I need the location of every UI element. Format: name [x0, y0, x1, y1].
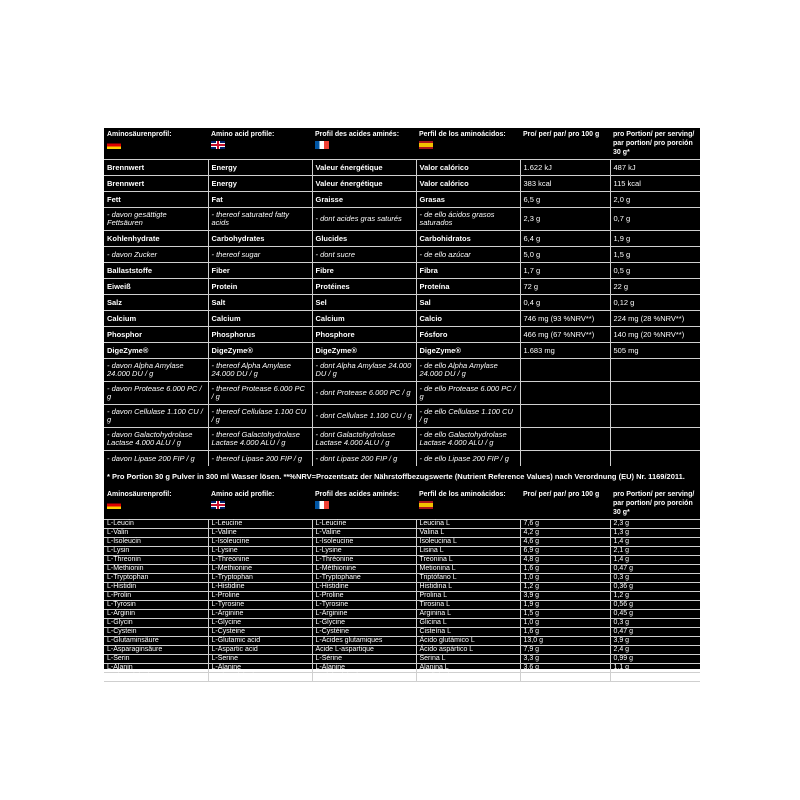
uk-flag-icon	[211, 501, 225, 509]
amino-row-de-cell: L-Arginin	[104, 610, 208, 619]
amino-row-en-cell: L-Tryptophan	[208, 574, 312, 583]
nutrition-row-en-cell: Salt	[208, 295, 312, 311]
amino-row	[104, 520, 700, 529]
amino-row-de-cell: L-Valin	[104, 529, 208, 538]
amino-row-p100-cell: 4,8 g	[520, 556, 610, 565]
amino-row-de-cell: L-Phenylalanin	[104, 673, 208, 682]
nutrition-row-es-cell: - de ello Protease 6.000 PC / g	[416, 382, 520, 405]
nutrition-row-fr-cell: Glucides	[312, 231, 416, 247]
amino-row-en-cell: L-Phenylalanine	[208, 673, 312, 682]
amino-row	[104, 673, 700, 682]
amino-row-de-cell: L-Threonin	[104, 556, 208, 565]
amino-header-per-portion: pro Portion/ per serving/ par portion/ pro porción 30 g*	[613, 491, 695, 516]
nutrition-row-de-cell: DigeZyme®	[104, 343, 208, 359]
amino-row-pp-cell: 1,4 g	[610, 538, 700, 547]
amino-row-pp-cell: 0,47 g	[610, 628, 700, 637]
amino-row-en-cell: L-Glycine	[208, 619, 312, 628]
amino-row-fr-cell: L-Sérine	[312, 655, 416, 664]
nutrition-row-en-cell: - thereof saturated fatty acids	[208, 208, 312, 231]
nutrition-row-es-cell: - de ello Alpha Amylase 24.000 DU / g	[416, 359, 520, 382]
amino-row-en-cell: L-Histidine	[208, 583, 312, 592]
header-en-label: Amino acid profile:	[211, 131, 275, 138]
header-es	[416, 128, 520, 160]
nutrition-row	[104, 208, 700, 231]
nutrition-row-fr-cell: Fibre	[312, 263, 416, 279]
nutrition-row-pp-cell: 22 g	[610, 279, 700, 295]
amino-row-p100-cell: 1,6 g	[520, 628, 610, 637]
nutrition-row-en-cell: Phosphorus	[208, 327, 312, 343]
nutrition-row-p100-cell: 6,4 g	[520, 231, 610, 247]
amino-table	[104, 487, 700, 682]
nutrition-row-en-cell: Fiber	[208, 263, 312, 279]
amino-row-de-cell: L-Tyrosin	[104, 601, 208, 610]
amino-row	[104, 592, 700, 601]
nutrition-row-en-cell: Energy	[208, 160, 312, 176]
amino-row-pp-cell: 0,36 g	[610, 583, 700, 592]
amino-row	[104, 601, 700, 610]
amino-row-es-cell: Ácido aspártico L	[416, 646, 520, 655]
nutrition-row	[104, 327, 700, 343]
amino-row-p100-cell: 1,0 g	[520, 574, 610, 583]
amino-row	[104, 538, 700, 547]
nutrition-row-pp-cell: 1,9 g	[610, 231, 700, 247]
amino-row-es-cell: Histidina L	[416, 583, 520, 592]
amino-row	[104, 655, 700, 664]
amino-row	[104, 610, 700, 619]
amino-header-de-label: Aminosäurenprofil:	[107, 491, 172, 498]
nutrition-row-fr-cell: Valeur énergétique	[312, 176, 416, 192]
nutrition-row-de-cell: - davon Protease 6.000 PC / g	[104, 382, 208, 405]
amino-row-pp-cell: 2,1 g	[610, 547, 700, 556]
nutrition-row-de-cell: Eiweiß	[104, 279, 208, 295]
nutrition-row-fr-cell: - dont Galactohydrolase Lactase 4.000 ALU / g	[312, 428, 416, 451]
nutrition-row-p100-cell: 6,5 g	[520, 192, 610, 208]
amino-row-p100-cell: 7,6 g	[520, 520, 610, 529]
amino-row-fr-cell: L-Alanine	[312, 664, 416, 673]
nutrition-row-es-cell: Fósforo	[416, 327, 520, 343]
german-flag-icon	[107, 501, 121, 509]
amino-row	[104, 628, 700, 637]
amino-row-es-cell: Metionina L	[416, 565, 520, 574]
nutrition-row-pp-cell	[610, 451, 700, 467]
amino-row	[104, 574, 700, 583]
nutrition-table-body	[104, 160, 700, 467]
nutrition-row-p100-cell	[520, 382, 610, 405]
amino-row-pp-cell: 3,9 g	[610, 637, 700, 646]
amino-row-en-cell: L-Serine	[208, 655, 312, 664]
nutrition-row	[104, 451, 700, 467]
nutrition-row-pp-cell: 224 mg (28 %NRV**)	[610, 311, 700, 327]
nutrition-row-de-cell: Salz	[104, 295, 208, 311]
nutrition-row-fr-cell: - dont acides gras saturés	[312, 208, 416, 231]
amino-header-row	[104, 487, 700, 520]
amino-header-es	[416, 487, 520, 520]
amino-row-es-cell: Serina L	[416, 655, 520, 664]
amino-row-p100-cell: 1,5 g	[520, 610, 610, 619]
amino-row-de-cell: L-Lysin	[104, 547, 208, 556]
nutrition-row-es-cell: - de ello ácidos grasos saturados	[416, 208, 520, 231]
amino-row-es-cell: Fenilalanina L	[416, 673, 520, 682]
nutrition-row-pp-cell	[610, 405, 700, 428]
nutrition-row-p100-cell: 1,7 g	[520, 263, 610, 279]
amino-row-de-cell: L-Prolin	[104, 592, 208, 601]
nutrition-row	[104, 311, 700, 327]
nutrition-row-fr-cell: Phosphore	[312, 327, 416, 343]
amino-row-en-cell: L-Lysine	[208, 547, 312, 556]
nutrition-row	[104, 263, 700, 279]
amino-table-body	[104, 520, 700, 682]
header-fr	[312, 128, 416, 160]
german-flag-icon	[107, 141, 121, 149]
nutrition-row-fr-cell: - dont sucre	[312, 247, 416, 263]
header-per100: Pro/ per/ par/ pro 100 g	[523, 131, 600, 138]
amino-row-de-cell: L-Serin	[104, 655, 208, 664]
nutrition-row-pp-cell: 115 kcal	[610, 176, 700, 192]
nutrition-row	[104, 231, 700, 247]
amino-row-p100-cell: 3,3 g	[520, 655, 610, 664]
nutrition-row-de-cell: Calcium	[104, 311, 208, 327]
header-de	[104, 128, 208, 160]
amino-row	[104, 664, 700, 673]
amino-row-fr-cell: L-Tyrosine	[312, 601, 416, 610]
nutrition-row	[104, 405, 700, 428]
nutrition-row-pp-cell: 505 mg	[610, 343, 700, 359]
nutrition-row-es-cell: - de ello Lipase 200 FIP / g	[416, 451, 520, 467]
nutrition-row-en-cell: - thereof sugar	[208, 247, 312, 263]
nutrition-row-pp-cell: 140 mg (20 %NRV**)	[610, 327, 700, 343]
amino-row-es-cell: Glicina L	[416, 619, 520, 628]
amino-row-pp-cell: 2,3 g	[610, 520, 700, 529]
amino-row-fr-cell: L-Phénylalanine	[312, 673, 416, 682]
amino-row-fr-cell: L-Isoleucine	[312, 538, 416, 547]
amino-row-p100-cell: 4,2 g	[520, 529, 610, 538]
nutrition-row-fr-cell: - dont Protease 6.000 PC / g	[312, 382, 416, 405]
amino-row	[104, 637, 700, 646]
nutrition-row-es-cell: Valor calórico	[416, 176, 520, 192]
nutrition-row-es-cell: - de ello Galactohydrolase Lactase 4.000 ALU / g	[416, 428, 520, 451]
nutrition-row-fr-cell: Protéines	[312, 279, 416, 295]
nutrition-row-pp-cell: 0,12 g	[610, 295, 700, 311]
nutrition-row-fr-cell: DigeZyme®	[312, 343, 416, 359]
amino-row-p100-cell: 6,9 g	[520, 547, 610, 556]
amino-row-en-cell: L-Proline	[208, 592, 312, 601]
amino-row-de-cell: L-Asparaginsäure	[104, 646, 208, 655]
amino-header-de	[104, 487, 208, 520]
nutrition-row-p100-cell: 1.683 mg	[520, 343, 610, 359]
amino-header-es-label: Perfil de los aminoácidos:	[419, 491, 506, 498]
amino-row-p100-cell: 13,0 g	[520, 637, 610, 646]
amino-row-fr-cell: Acide L-aspartique	[312, 646, 416, 655]
nutrition-row	[104, 176, 700, 192]
nutrition-row-p100-cell	[520, 405, 610, 428]
nutrition-row-en-cell: Protein	[208, 279, 312, 295]
nutrition-row-en-cell: - thereof Lipase 200 FIP / g	[208, 451, 312, 467]
amino-row	[104, 529, 700, 538]
nutrition-row-fr-cell: - dont Lipase 200 FIP / g	[312, 451, 416, 467]
nutrition-row-fr-cell: - dont Cellulase 1.100 CU / g	[312, 405, 416, 428]
amino-row-de-cell: L-Methionin	[104, 565, 208, 574]
nutrition-row-p100-cell: 72 g	[520, 279, 610, 295]
amino-row-es-cell: Leucina L	[416, 520, 520, 529]
amino-row-p100-cell: 1,9 g	[520, 601, 610, 610]
nutrition-row-p100-cell: 0,4 g	[520, 295, 610, 311]
nutrition-row	[104, 343, 700, 359]
nutrition-row-pp-cell: 487 kJ	[610, 160, 700, 176]
amino-row-es-cell: Triptófano L	[416, 574, 520, 583]
nutrition-row-es-cell: - de ello azúcar	[416, 247, 520, 263]
amino-row-es-cell: Lisina L	[416, 547, 520, 556]
nutrition-row-pp-cell: 2,0 g	[610, 192, 700, 208]
nutrition-row-es-cell: Proteína	[416, 279, 520, 295]
amino-row-en-cell: L-Threonine	[208, 556, 312, 565]
nutrition-row-es-cell: Fibra	[416, 263, 520, 279]
nutrition-row	[104, 192, 700, 208]
nutrition-row-en-cell: Calcium	[208, 311, 312, 327]
amino-row	[104, 565, 700, 574]
nutrition-row-p100-cell	[520, 428, 610, 451]
amino-row	[104, 646, 700, 655]
amino-row-de-cell: L-Histidin	[104, 583, 208, 592]
amino-row-p100-cell: 2,1 g	[520, 673, 610, 682]
nutrition-row-de-cell: Brennwert	[104, 176, 208, 192]
nutrition-row	[104, 279, 700, 295]
nutrition-row-en-cell: - thereof Protease 6.000 PC / g	[208, 382, 312, 405]
nutrition-row-de-cell: Fett	[104, 192, 208, 208]
nutrition-row	[104, 428, 700, 451]
amino-row-de-cell: L-Tryptophan	[104, 574, 208, 583]
nutrition-row-pp-cell: 0,7 g	[610, 208, 700, 231]
nutrition-row-p100-cell: 746 mg (93 %NRV**)	[520, 311, 610, 327]
nutrition-row-de-cell: - davon Alpha Amylase 24.000 DU / g	[104, 359, 208, 382]
french-flag-icon	[315, 501, 329, 509]
nutrition-row-p100-cell: 1.622 kJ	[520, 160, 610, 176]
amino-header-fr-label: Profil des acides aminés:	[315, 491, 400, 498]
amino-row-fr-cell: L-Leucine	[312, 520, 416, 529]
amino-row-es-cell: Alanina L	[416, 664, 520, 673]
nutrition-row-de-cell: - davon gesättigte Fettsäuren	[104, 208, 208, 231]
nutrition-table	[104, 128, 700, 466]
nutrition-row-de-cell: Ballaststoffe	[104, 263, 208, 279]
amino-row-p100-cell: 3,9 g	[520, 592, 610, 601]
amino-row-de-cell: L-Alanin	[104, 664, 208, 673]
nutrition-row	[104, 382, 700, 405]
amino-row-fr-cell: L-Arginine	[312, 610, 416, 619]
nutrition-row-fr-cell: - dont Alpha Amylase 24.000 DU / g	[312, 359, 416, 382]
amino-row-pp-cell: 0,99 g	[610, 655, 700, 664]
amino-row-fr-cell: L-Acides glutamiques	[312, 637, 416, 646]
nutrition-row-pp-cell	[610, 428, 700, 451]
amino-row-es-cell: Isoleucina L	[416, 538, 520, 547]
amino-row-es-cell: Prolina L	[416, 592, 520, 601]
nutrition-row-es-cell: Carbohidratos	[416, 231, 520, 247]
nutrition-row-de-cell: - davon Zucker	[104, 247, 208, 263]
spanish-flag-icon	[419, 141, 433, 149]
nutrition-row	[104, 295, 700, 311]
amino-row-fr-cell: L-Cystéine	[312, 628, 416, 637]
amino-row-es-cell: Treonina L	[416, 556, 520, 565]
amino-header-en	[208, 487, 312, 520]
amino-row-en-cell: L-Methionine	[208, 565, 312, 574]
nutrition-row-es-cell: Sal	[416, 295, 520, 311]
amino-row-pp-cell: 1,1 g	[610, 664, 700, 673]
amino-row-p100-cell: 7,9 g	[520, 646, 610, 655]
amino-row-pp-cell: 0,3 g	[610, 574, 700, 583]
amino-row-en-cell: L-Tyrosine	[208, 601, 312, 610]
nutrition-row-fr-cell: Valeur énergétique	[312, 160, 416, 176]
french-flag-icon	[315, 141, 329, 149]
nutrition-row-de-cell: Phosphor	[104, 327, 208, 343]
amino-row-p100-cell: 4,6 g	[520, 538, 610, 547]
amino-row-pp-cell: 1,2 g	[610, 592, 700, 601]
amino-row-de-cell: L-Glutaminsäure	[104, 637, 208, 646]
amino-row-en-cell: L-Alanine	[208, 664, 312, 673]
amino-row-de-cell: L-Cystein	[104, 628, 208, 637]
nutrition-row-en-cell: Energy	[208, 176, 312, 192]
nutrition-row-pp-cell	[610, 359, 700, 382]
nutrition-row-p100-cell: 383 kcal	[520, 176, 610, 192]
amino-row-p100-cell: 3,6 g	[520, 664, 610, 673]
nutrition-row-pp-cell: 1,5 g	[610, 247, 700, 263]
nutrition-row-pp-cell: 0,5 g	[610, 263, 700, 279]
amino-row-pp-cell: 2,4 g	[610, 646, 700, 655]
nutrition-row-p100-cell: 5,0 g	[520, 247, 610, 263]
amino-row-de-cell: L-Leucin	[104, 520, 208, 529]
amino-header-per100: Pro/ per/ par/ pro 100 g	[523, 491, 600, 498]
amino-row-en-cell: L-Glutamic acid	[208, 637, 312, 646]
nutrition-row-de-cell: Brennwert	[104, 160, 208, 176]
amino-row-pp-cell: 0,56 g	[610, 601, 700, 610]
amino-row-en-cell: L-Valine	[208, 529, 312, 538]
amino-row	[104, 619, 700, 628]
header-per-portion: pro Portion/ per serving/ par portion/ pro porción 30 g*	[613, 131, 695, 156]
nutrition-row-p100-cell	[520, 359, 610, 382]
amino-row-fr-cell: L-Valine	[312, 529, 416, 538]
amino-row-fr-cell: L-Lysine	[312, 547, 416, 556]
nutrition-row-fr-cell: Graisse	[312, 192, 416, 208]
nutrition-row-es-cell: Grasas	[416, 192, 520, 208]
nutrition-row-de-cell: - davon Galactohydrolase Lactase 4.000 ALU / g	[104, 428, 208, 451]
amino-row	[104, 547, 700, 556]
amino-row-en-cell: L-Leucine	[208, 520, 312, 529]
nutrition-row-en-cell: - thereof Alpha Amylase 24.000 DU / g	[208, 359, 312, 382]
nutrition-row-fr-cell: Calcium	[312, 311, 416, 327]
nutrition-row-p100-cell	[520, 451, 610, 467]
nutrition-row-en-cell: - thereof Galactohydrolase Lactase 4.000 ALU / g	[208, 428, 312, 451]
footnote: * Pro Portion 30 g Pulver in 300 ml Wasser lösen. **%NRV=Prozentsatz der Nährstoffbezugswerte (Nutrient Reference Values) nach Verordnung (EU) Nr. 1169/2011.	[107, 472, 685, 481]
amino-row-fr-cell: L-Glycine	[312, 619, 416, 628]
nutrition-row-es-cell: Calcio	[416, 311, 520, 327]
nutrition-row-de-cell: Kohlenhydrate	[104, 231, 208, 247]
amino-row	[104, 583, 700, 592]
amino-row-fr-cell: L-Histidine	[312, 583, 416, 592]
amino-row-es-cell: Arginina L	[416, 610, 520, 619]
nutrition-row	[104, 247, 700, 263]
nutrition-row	[104, 160, 700, 176]
nutrition-row-en-cell: Carbohydrates	[208, 231, 312, 247]
amino-row-p100-cell: 1,2 g	[520, 583, 610, 592]
amino-row-fr-cell: L-Proline	[312, 592, 416, 601]
nutrition-row-es-cell: - de ello Cellulase 1.100 CU / g	[416, 405, 520, 428]
amino-row-de-cell: L-Glycin	[104, 619, 208, 628]
amino-row-es-cell: Valina L	[416, 529, 520, 538]
header-es-label: Perfil de los aminoácidos:	[419, 131, 506, 138]
uk-flag-icon	[211, 141, 225, 149]
amino-header-en-label: Amino acid profile:	[211, 491, 275, 498]
amino-row	[104, 556, 700, 565]
amino-row-es-cell: Cisteína L	[416, 628, 520, 637]
nutrition-row-en-cell: - thereof Cellulase 1.100 CU / g	[208, 405, 312, 428]
nutrition-row-pp-cell	[610, 382, 700, 405]
nutrition-row-en-cell: DigeZyme®	[208, 343, 312, 359]
nutrition-row-en-cell: Fat	[208, 192, 312, 208]
amino-row-fr-cell: L-Tryptophane	[312, 574, 416, 583]
nutrition-row-de-cell: - davon Cellulase 1.100 CU / g	[104, 405, 208, 428]
header-de-label: Aminosäurenprofil:	[107, 131, 172, 138]
nutrition-panel	[104, 128, 700, 680]
nutrition-row-fr-cell: Sel	[312, 295, 416, 311]
amino-row-pp-cell: 0,45 g	[610, 610, 700, 619]
nutrition-row-es-cell: Valor calórico	[416, 160, 520, 176]
amino-row-es-cell: Tirosina L	[416, 601, 520, 610]
nutrition-row-p100-cell: 466 mg (67 %NRV**)	[520, 327, 610, 343]
spanish-flag-icon	[419, 501, 433, 509]
nutrition-row-de-cell: - davon Lipase 200 FIP / g	[104, 451, 208, 467]
nutrition-row-es-cell: DigeZyme®	[416, 343, 520, 359]
amino-row-pp-cell: 0,47 g	[610, 565, 700, 574]
header-fr-label: Profil des acides aminés:	[315, 131, 400, 138]
amino-row-pp-cell: 0,64 g	[610, 673, 700, 682]
amino-row-en-cell: L-Cysteine	[208, 628, 312, 637]
nutrition-header-row	[104, 128, 700, 160]
amino-row-de-cell: L-Isoleucin	[104, 538, 208, 547]
amino-row-p100-cell: 1,0 g	[520, 619, 610, 628]
amino-row-pp-cell: 1,3 g	[610, 529, 700, 538]
header-en	[208, 128, 312, 160]
nutrition-row	[104, 359, 700, 382]
amino-row-pp-cell: 0,3 g	[610, 619, 700, 628]
nutrition-row-p100-cell: 2,3 g	[520, 208, 610, 231]
amino-row-fr-cell: L-Méthionine	[312, 565, 416, 574]
amino-row-es-cell: Ácido glutámico L	[416, 637, 520, 646]
amino-header-fr	[312, 487, 416, 520]
amino-row-fr-cell: L-Thréonine	[312, 556, 416, 565]
amino-row-pp-cell: 1,4 g	[610, 556, 700, 565]
amino-row-en-cell: L-Isoleucine	[208, 538, 312, 547]
amino-row-en-cell: L-Arginine	[208, 610, 312, 619]
amino-row-en-cell: L-Aspartic acid	[208, 646, 312, 655]
amino-row-p100-cell: 1,6 g	[520, 565, 610, 574]
